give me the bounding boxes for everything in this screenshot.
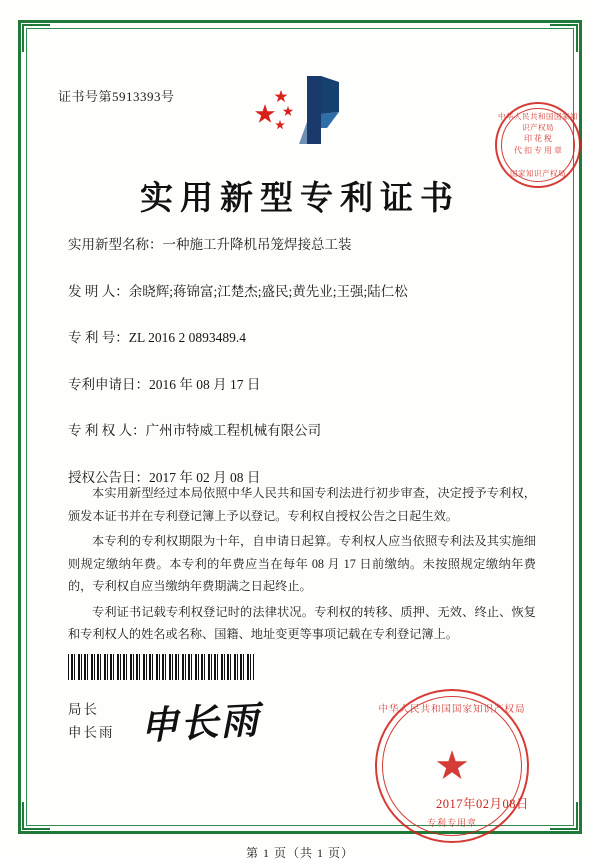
field-row (68, 327, 540, 349)
field-value: 2017 年 02 月 08 日 (149, 469, 261, 485)
legal-text-body (68, 482, 536, 649)
paragraph: 专利证书记载专利权登记时的法律状况。专利权的转移、质押、无效、终止、恢复和专利权人的姓名或名称、国籍、地址变更等事项记载在专利登记簿上。 (68, 604, 536, 642)
field-list (68, 234, 540, 514)
field-row (68, 234, 540, 256)
signature-name: 申长雨 (68, 724, 115, 740)
seal-top-text: 中华人民共和国国家知识产权局 (378, 705, 526, 715)
seal-small-line1: 印 花 税 (524, 134, 552, 143)
field-label: 授权公告日： (68, 469, 149, 485)
patent-office-emblem-icon (235, 68, 365, 158)
page-title: 实用新型专利证书 (140, 178, 460, 217)
field-value: 2016 年 08 月 17 日 (149, 376, 261, 392)
paragraph: 本专利的专利权期限为十年，自申请日起算。专利权人应当依照专利法及其实施细则规定缴纳年费。本专利的年费应当在每年 08 月 17 日前缴纳。未按照规定缴纳年费的，专利权自应当缴纳年费期满之日起终止。 (68, 534, 536, 594)
signature-block (68, 699, 115, 745)
field-value: 一种施工升降机吊笼焊接总工装 (162, 237, 352, 252)
seal-small-arc-bottom-text: 国家知识产权局 (510, 169, 566, 178)
signature-title: 局长 (68, 702, 99, 717)
certificate-number: 证书号第5913393号 (58, 89, 175, 104)
handwritten-signature: 申长雨 (139, 696, 262, 749)
field-value: 余晓辉;蒋锦富;江楚杰;盛民;黄先业;王强;陆仁松 (128, 283, 408, 299)
field-value: ZL 2016 2 0893489.4 (128, 330, 246, 346)
certificate-content (40, 44, 578, 860)
barcode (68, 654, 254, 680)
seal-bottom-text: 专利专用章 (426, 818, 477, 828)
field-label: 实用新型名称： (68, 237, 163, 252)
field-label: 专 利 权 人： (68, 423, 146, 439)
field-row (68, 374, 540, 396)
seal-star-icon: ★ (434, 743, 470, 788)
field-label: 专 利 号： (68, 330, 129, 346)
official-red-seal (375, 689, 529, 843)
page-footer: 第 1 页（共 1 页） (245, 846, 354, 860)
paragraph: 本实用新型经过本局依照中华人民共和国专利法进行初步审查，决定授予专利权，颁发本证书并在专利登记簿上予以登记。专利权自授权公告之日起生效。 (68, 486, 536, 523)
field-label: 专利申请日： (68, 376, 149, 392)
field-label: 发 明 人： (68, 283, 129, 299)
seal-small-line2: 代 扣 专 用 章 (514, 146, 562, 155)
field-row (68, 420, 540, 442)
field-row (68, 281, 540, 303)
seal-date: 2017年02月08日 (436, 797, 530, 811)
seal-small-center-text (497, 133, 579, 157)
field-value: 广州市特威工程机械有限公司 (145, 423, 322, 439)
seal-small-arc-top-text: 中华人民共和国国家知识产权局 (498, 112, 578, 132)
